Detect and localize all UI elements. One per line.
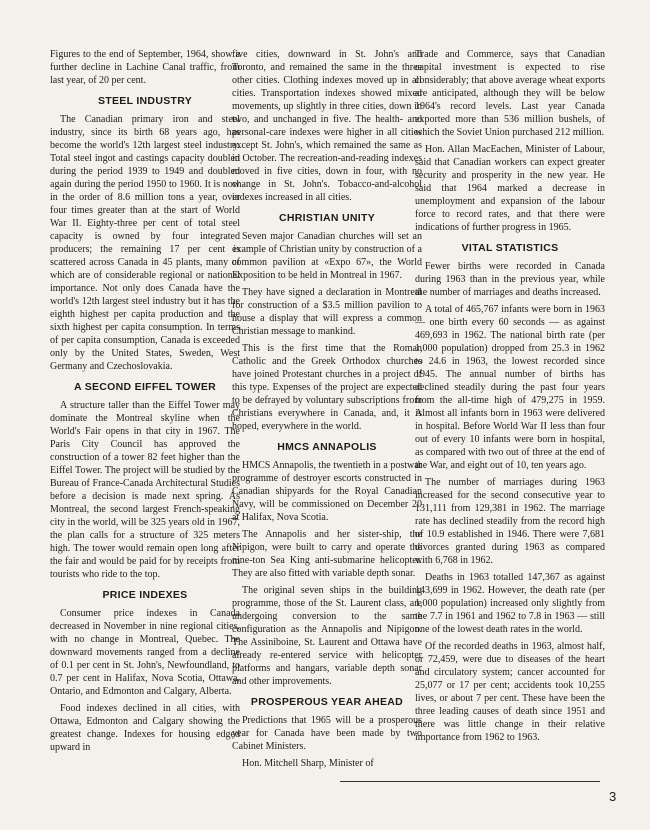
paragraph: Hon. Allan MacEachen, Minister of Labour, said that Canadian workers can expect greater security and prosperity in the new year. He said that 1964 marked a decrease in unemployment and expansion of the labour force to record rates, and that there were indications of further progress in 1965. bbox=[415, 144, 605, 233]
paragraph: five cities, downward in St. John's and Toronto, and remained the same in the three other cities. Clothing indexes moved up in all cities. Transportation indexes showed mixed movements, up slightly in three cities, down in two, and unchanged in five. The health- and personal-care indexes were higher in all cities except St. John's, which remained the same as in October. The recreation-and-reading indexes moved in five cities, down in four, with no change in St. John's. Tobacco-and-alcohol indexes increased in all cities. bbox=[232, 49, 422, 203]
paragraph: Figures to the end of September, 1964, show a further decline in Lachine Canal traffic, from last year, of 20 per cent. bbox=[50, 49, 240, 86]
paragraph: Consumer price indexes in Canada decreased in November in nine regional cities, with no change in Montreal, Quebec. The downward movements ranged from a decline of 0.1 per cent in St. John's, Newfoundland, to 0.7 per cent in Halifax, Nova Scotia, Ottawa, Ontario, and Edmonton and Calgary, Alberta. bbox=[50, 608, 240, 697]
section-heading: HMCS ANNAPOLIS bbox=[277, 441, 377, 453]
section-heading: VITAL STATISTICS bbox=[461, 242, 559, 254]
paragraph: Hon. Mitchell Sharp, Minister of bbox=[242, 758, 374, 769]
footer-rule bbox=[340, 781, 600, 782]
paragraph: Food indexes declined in all cities, with Ottawa, Edmonton and Calgary showing the greatest change. Indexes for housing edged upward in bbox=[50, 703, 240, 753]
paragraph: Of the recorded deaths in 1963, almost half, or 72,459, were due to diseases of the heart and circulatory system; cancer accounted for 25,077 or 17 per cent; accidents took 10,255 lives, or about 7 per cent. These have been the three leading causes of death since 1951 and there was little change in their relative importance from 1962 to 1963. bbox=[415, 641, 605, 743]
paragraph: A total of 465,767 infants were born in 1963 — one birth every 60 seconds — as against 469,693 in 1962. The national birth rate (per 1,000 population) dropped from 25.3 in 1962 to 24.6 in 1963, the lowest recorded since 1945. The annual number of births has declined steadily during the past four years from the all-time high of 479,275 in 1959. Almost all infants born in 1963 were delivered in hospital. Before World War II less than four out of every 10 infants were born in hospital, as compared with two out of three at the end of the War, and eight out of 10, ten years ago. bbox=[415, 304, 605, 471]
paragraph: The Canadian primary iron and steel industry, since its birth 68 years ago, has become the world's 12th largest steel industry. Total steel ingot and castings capacity doubled during the period 1939 to 1949 and doubled again during the period 1950 to 1960. It is now in the order of 8.6 million tons a year, over four times greater than at the start of World War II. Eighty-three per cent of total steel capacity is owned by four integrated producers; the remaining 17 per cent is scattered across Canada in 45 plants, many of which are of considerable regional or national importance. Not only does Canada have the world's 12th largest steel industry but it has the eighth highest per capita production and the sixth highest per capita consumption. In terms of per capita consumption, Canada is exceeded only by the United States, Sweden, West Germany and Czechoslovakia. bbox=[50, 114, 240, 372]
column-2 bbox=[232, 48, 422, 774]
paragraph: Predictions that 1965 will be a prosperous year for Canada have been made by two Cabinet Ministers. bbox=[232, 715, 422, 752]
paragraph: Seven major Canadian churches will set an example of Christian unity by construction of a common pavilion at «Expo 67», the World Exposition to be held in Montreal in 1967. bbox=[232, 231, 422, 281]
paragraph: HMCS Annapolis, the twentieth in a postwar programme of destroyer escorts constructed in Canadian shipyards for the Royal Canadian Navy, will be commissioned on December 20 at Halifax, Nova Scotia. bbox=[232, 460, 422, 523]
section-heading: PROSPEROUS YEAR AHEAD bbox=[250, 696, 404, 708]
paragraph: They have signed a declaration in Montreal for construction of a $3.5 million pavilion to house a display that will express a common Christian message to mankind. bbox=[232, 287, 422, 337]
paragraph: Trade and Commerce, says that Canadian capital investment is expected to rise considerably; that above average wheat exports are anticipated, although they will be below 1964's record levels. Last year Canada exported more than 536 million bushels, of which the Soviet Union purchased 212 million. bbox=[415, 49, 605, 138]
paragraph: A structure taller than the Eiffel Tower may dominate the Montreal skyline when the World's Fair opens in that city in 1967. The Paris City Council has approved the construction of a tower 82 feet higher than the Eiffel Tower. The project will be studied by the Bureau of France-Canada Architectural Studies before a decision is made next spring. As Montreal, the second largest French-speaking city in the world, will be 325 years old in 1967, the plan calls for a structure of 325 meters high. The tower would remain open long after the fair and would be paid for by receipts from tourists who ride to the top. bbox=[50, 400, 240, 580]
column-1 bbox=[50, 48, 240, 758]
section-heading: A SECOND EIFFEL TOWER bbox=[73, 381, 217, 393]
section-heading: PRICE INDEXES bbox=[102, 589, 188, 601]
section-heading: STEEL INDUSTRY bbox=[97, 95, 193, 107]
section-heading: CHRISTIAN UNITY bbox=[278, 212, 376, 224]
paragraph: This is the first time that the Roman Catholic and the Greek Orthodox churches have joined Protestant churches in a project of this type. Expenses of the project are expected to be defrayed by voluntary subscriptions from Christians everywhere in Canada, and, it is hoped, everywhere in the world. bbox=[232, 343, 422, 432]
paragraph: The Annapolis and her sister-ship, the Nipigon, were built to carry and operate the nine-ton Sea King anti-submarine helicopter. They are also fitted with variable depth sonar. bbox=[232, 529, 422, 579]
paragraph: Deaths in 1963 totalled 147,367 as against 143,699 in 1962. However, the death rate (per 1,000 population) increased only slightly from the 7.7 in 1961 and 1962 to 7.8 in 1963 — still one of the lowest death rates in the world. bbox=[415, 572, 605, 635]
paragraph: Fewer births were recorded in Canada during 1963 than in the previous year, while the number of marriages and deaths increased. bbox=[415, 261, 605, 298]
paragraph: The number of marriages during 1963 increased for the second consecutive year to 131,111 from 129,381 in 1962. The marriage rate has declined steadily from the record high of 10.9 established in 1946. There were 7,681 divorces granted during 1963 as compared with 6,768 in 1962. bbox=[415, 477, 605, 566]
page-number: 3 bbox=[609, 789, 617, 804]
paragraph: The original seven ships in the building programme, those of the St. Laurent class, are undergoing conversion to the same configuration as the Annapolis and Nipigon. The Assiniboine, St. Laurent and Ottawa have already re-entered service with helicopter platforms and hangars, variable depth sonar and other improvements. bbox=[232, 585, 422, 687]
column-3 bbox=[415, 48, 605, 748]
